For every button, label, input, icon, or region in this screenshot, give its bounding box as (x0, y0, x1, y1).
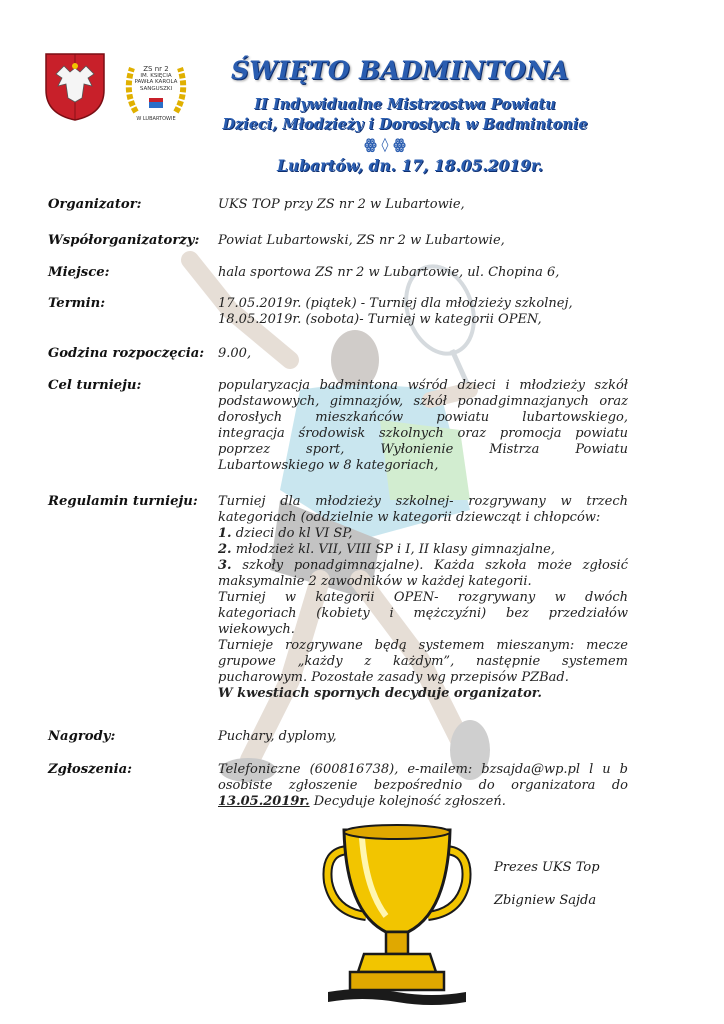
signature-name: Zbigniew Sajda (494, 893, 597, 908)
label-co-organizers: Współorganizatorzy: (48, 233, 200, 248)
rules-system-1: Turnieje rozgrywane będą systemem mieszanym: mecze (218, 638, 628, 653)
label-start-time: Godzina rozpoczęcia: (48, 346, 205, 361)
rules-dispute-note: W kwestiach spornych decyduje organizator. (218, 686, 542, 701)
rules-item-1-text: dzieci do kl VI SP, (231, 526, 353, 541)
registration-line-2: osobiste zgłoszenie bezpośrednio do organizatora do (218, 778, 628, 793)
rules-item-1 (218, 526, 628, 542)
value-registration (218, 762, 628, 810)
rules-max-players: maksymalnie 2 zawodników w każdej kategorii. (218, 574, 532, 589)
goal-line: popularyzacja badmintona wśród dzieci i młodzieży szkół (218, 378, 628, 393)
rules-system-2: grupowe „każdy z każdym”, następnie systemem (218, 654, 628, 669)
rules-intro-1: Turniej dla młodzieży szkolnej- rozgrywany w trzech (218, 494, 628, 509)
rules-item-3-text: szkoły ponadgimnazjalne). Każda szkoła może zgłosić (231, 558, 628, 573)
goal-line: integracja środowisk szkolnych oraz promocja powiatu (218, 426, 628, 441)
rules-open-3: wiekowych. (218, 622, 295, 637)
rules-item-1-number: 1. (218, 526, 232, 541)
label-registration: Zgłoszenia: (48, 762, 133, 777)
school-logo-line5: W LUBARTOWIE (136, 116, 176, 122)
goal-line: poprzez sport, Wyłonienie Mistrza Powiatu (218, 442, 628, 457)
goal-line: podstawowych, gimnazjów, szkół ponadgimnazjanych oraz (218, 394, 628, 409)
rules-system-3: pucharowym. Pozostałe zasady wg przepisów PZBad. (218, 670, 569, 685)
dates-line-1: 17.05.2019r. (piątek) - Turniej dla młodzieży szkolnej, (218, 296, 573, 311)
rules-item-2 (218, 542, 628, 558)
trophy-icon (322, 820, 472, 1010)
label-organizer: Organizator: (48, 197, 142, 212)
rules-open-1: Turniej w kategorii OPEN- rozgrywany w dwóch (218, 590, 628, 605)
value-rules (218, 494, 628, 702)
value-co-organizers: Powiat Lubartowski, ZS nr 2 w Lubartowie, (218, 233, 505, 248)
value-venue: hala sportowa ZS nr 2 w Lubartowie, ul. Chopina 6, (218, 265, 560, 280)
school-logo-line4: SANGUSZKI (139, 85, 173, 92)
county-coat-of-arms-icon (44, 52, 106, 122)
value-dates (218, 296, 628, 328)
label-rules: Regulamin turnieju: (48, 494, 198, 509)
event-date-location: Lubartów, dn. 17, 18.05.2019r. (276, 156, 544, 175)
school-logo (122, 52, 190, 126)
school-logo-line1: ZS nr 2 (143, 65, 169, 73)
rules-open-2: kategoriach (kobiety i mężczyźni) bez przedziałów (218, 606, 628, 621)
value-start-time: 9.00, (218, 346, 252, 361)
registration-line-1: Telefoniczne (600816738), e-mailem: bzsajda@wp.pl l u b (218, 762, 628, 777)
signature-title: Prezes UKS Top (494, 860, 600, 875)
label-dates: Termin: (48, 296, 106, 311)
goal-line: Lubartowskiego w 8 kategoriach, (218, 458, 439, 473)
label-venue: Miejsce: (48, 265, 110, 280)
rules-item-3-number: 3. (218, 558, 232, 573)
value-organizer: UKS TOP przy ZS nr 2 w Lubartowie, (218, 197, 465, 212)
page-title: ŚWIĘTO BADMINTONA (230, 56, 570, 85)
label-prizes: Nagrody: (48, 729, 116, 744)
subtitle-line-1: II Indywidualne Mistrzostwa Powiatu (254, 96, 556, 113)
registration-line-3 (218, 794, 628, 810)
value-prizes: Puchary, dyplomy, (218, 729, 337, 744)
subtitle-line-2: Dzieci, Młodzieży i Dorosłych w Badmintonie (222, 116, 588, 133)
school-logo-line2: IM. KSIĘCIA (140, 72, 172, 79)
registration-order-note: Decyduje kolejność zgłoszeń. (309, 794, 506, 809)
registration-deadline: 13.05.2019r. (218, 794, 310, 809)
label-goal: Cel turnieju: (48, 378, 142, 393)
rules-intro-2: kategoriach (oddzielnie w kategorii dziewcząt i chłopców: (218, 510, 601, 525)
rules-item-2-number: 2. (218, 542, 232, 557)
school-logo-line3: PAWŁA KAROLA (134, 79, 178, 85)
decorative-ornament: ꙮ ◊ ꙮ (364, 137, 406, 153)
value-goal (218, 378, 628, 474)
dates-line-2: 18.05.2019r. (sobota)- Turniej w kategorii OPEN, (218, 312, 542, 327)
goal-line: dorosłych mieszkańców powiatu lubartowskiego, (218, 410, 628, 425)
rules-item-2-text: młodzież kl. VII, VIII SP i I, II klasy gimnazjalne, (231, 542, 555, 557)
rules-item-3 (218, 558, 628, 574)
